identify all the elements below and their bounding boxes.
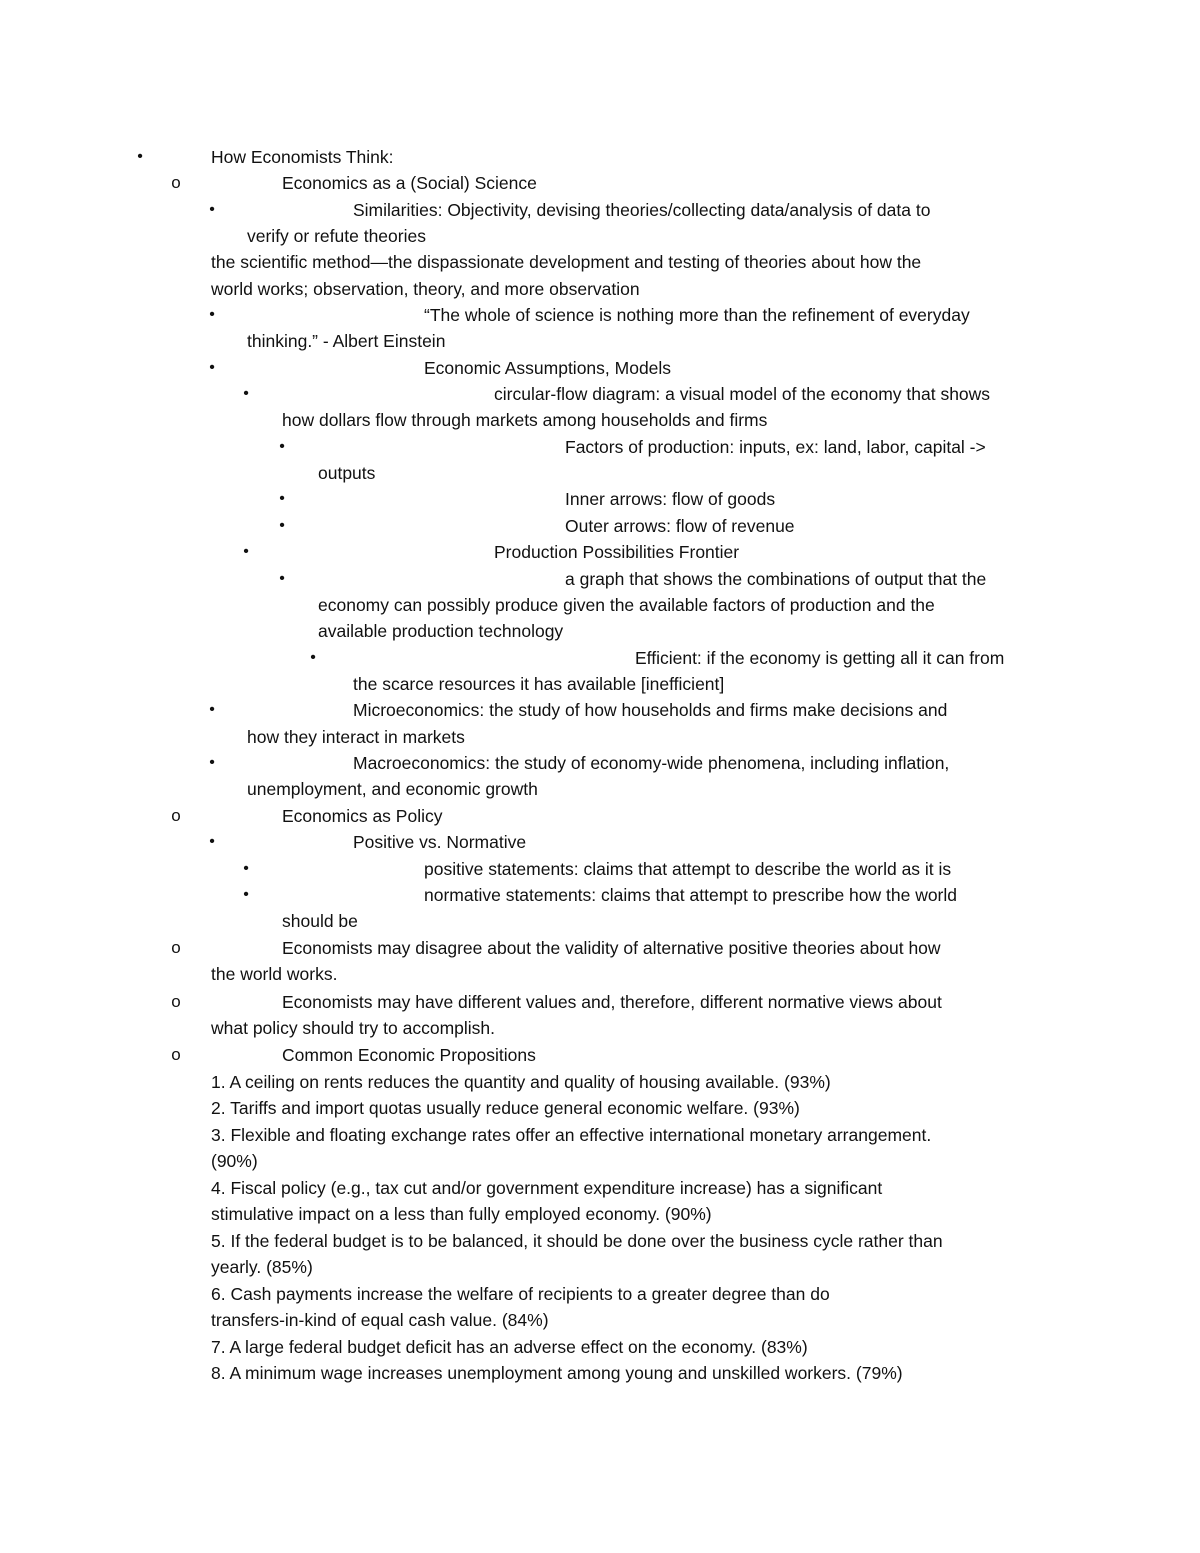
text-line: Economics as a (Social) Science — [282, 173, 537, 193]
text-line: 6. Cash payments increase the welfare of recipients to a greater degree than do — [211, 1284, 830, 1304]
text-line: what policy should try to accomplish. — [211, 1018, 496, 1038]
text-line: Factors of production: inputs, ex: land, labor, capital -> — [565, 437, 986, 457]
circle-bullet-icon: o — [171, 992, 181, 1011]
text-line: Economic Assumptions, Models — [424, 358, 672, 378]
circle-bullet-icon: o — [171, 938, 181, 957]
bullet-icon: • — [310, 649, 316, 666]
bullet-icon: • — [209, 201, 215, 218]
text-line: circular-flow diagram: a visual model of the economy that shows — [494, 384, 991, 404]
text-line: Production Possibilities Frontier — [494, 542, 740, 562]
text-line: 8. A minimum wage increases unemployment among young and unskilled workers. (79%) — [211, 1363, 903, 1383]
bullet-icon: • — [279, 490, 285, 507]
text-line: the scarce resources it has available [inefficient] — [353, 674, 725, 694]
circle-bullet-icon: o — [171, 806, 181, 825]
text-line: how they interact in markets — [247, 727, 465, 747]
bullet-icon: • — [243, 385, 249, 402]
text-line: Microeconomics: the study of how households and firms make decisions and — [353, 700, 948, 720]
text-line: 4. Fiscal policy (e.g., tax cut and/or government expenditure increase) has a significant — [211, 1178, 883, 1198]
text-line: Positive vs. Normative — [353, 832, 527, 852]
bullet-icon: • — [243, 860, 249, 877]
text-line: (90%) — [211, 1151, 258, 1171]
bullet-icon: • — [209, 754, 215, 771]
text-line: transfers-in-kind of equal cash value. (84%) — [211, 1310, 549, 1330]
bullet-icon: • — [209, 701, 215, 718]
text-line: Macroeconomics: the study of economy-wide phenomena, including inflation, — [353, 753, 950, 773]
text-line: available production technology — [318, 621, 564, 641]
text-line: Efficient: if the economy is getting all it can from — [635, 648, 1005, 668]
text-line: Inner arrows: flow of goods — [565, 489, 776, 509]
text-line: how dollars flow through markets among households and firms — [282, 410, 768, 430]
text-line: unemployment, and economic growth — [247, 779, 538, 799]
bullet-icon: • — [137, 148, 143, 165]
text-line: economy can possibly produce given the available factors of production and the — [318, 595, 935, 615]
text-line: How Economists Think: — [211, 147, 394, 167]
circle-bullet-icon: o — [171, 173, 181, 192]
text-line: 2. Tariffs and import quotas usually reduce general economic welfare. (93%) — [211, 1098, 800, 1118]
circle-bullet-icon: o — [171, 1045, 181, 1064]
text-line: 5. If the federal budget is to be balanced, it should be done over the business cycle rather than — [211, 1231, 943, 1251]
text-line: world works; observation, theory, and more observation — [211, 279, 640, 299]
text-line: 7. A large federal budget deficit has an adverse effect on the economy. (83%) — [211, 1337, 808, 1357]
bullet-icon: • — [279, 570, 285, 587]
text-line: outputs — [318, 463, 376, 483]
text-line: thinking.” - Albert Einstein — [247, 331, 446, 351]
text-line: Economists may disagree about the validity of alternative positive theories about how — [282, 938, 941, 958]
text-line: should be — [282, 911, 358, 931]
bullet-icon: • — [243, 543, 249, 560]
text-line: normative statements: claims that attempt to prescribe how the world — [424, 885, 958, 905]
text-line: a graph that shows the combinations of output that the — [565, 569, 987, 589]
text-line: the world works. — [211, 964, 338, 984]
text-line: stimulative impact on a less than fully employed economy. (90%) — [211, 1204, 712, 1224]
text-line: Economics as Policy — [282, 806, 443, 826]
text-line: positive statements: claims that attempt to describe the world as it is — [424, 859, 952, 879]
text-line: Similarities: Objectivity, devising theories/collecting data/analysis of data to — [353, 200, 931, 220]
bullet-icon: • — [209, 833, 215, 850]
text-line: the scientific method—the dispassionate development and testing of theories about how the — [211, 252, 922, 272]
text-line: “The whole of science is nothing more than the refinement of everyday — [424, 305, 970, 325]
text-line: yearly. (85%) — [211, 1257, 313, 1277]
bullet-icon: • — [279, 517, 285, 534]
bullet-icon: • — [243, 886, 249, 903]
text-line: 1. A ceiling on rents reduces the quantity and quality of housing available. (93%) — [211, 1072, 831, 1092]
text-line: Economists may have different values and, therefore, different normative views about — [282, 992, 942, 1012]
bullet-icon: • — [209, 359, 215, 376]
bullet-icon: • — [279, 438, 285, 455]
text-line: verify or refute theories — [247, 226, 426, 246]
text-line: 3. Flexible and floating exchange rates offer an effective international monetary arrangement. — [211, 1125, 932, 1145]
bullet-icon: • — [209, 306, 215, 323]
text-line: Outer arrows: flow of revenue — [565, 516, 795, 536]
text-line: Common Economic Propositions — [282, 1045, 536, 1065]
